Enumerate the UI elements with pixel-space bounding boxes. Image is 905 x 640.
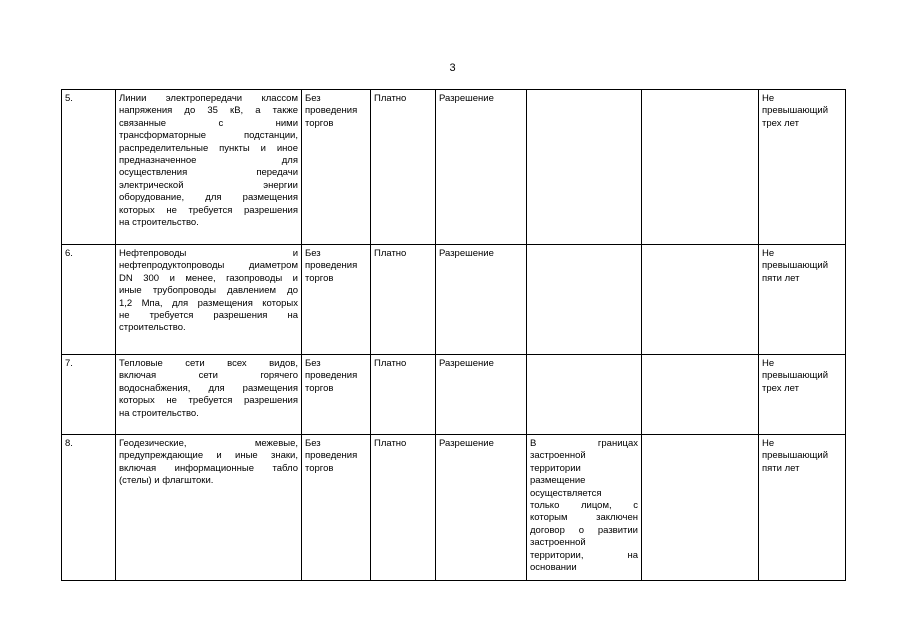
conditions-line: В границах [530, 438, 638, 449]
term-line: превышающий [762, 370, 829, 382]
term [759, 435, 846, 581]
description-line: иные трубопроводы давлением до [119, 285, 298, 297]
description-line: (стелы) и флагштоки. [119, 475, 214, 487]
term [759, 245, 846, 355]
document-type: Разрешение [436, 435, 527, 581]
conditions-line: только лицом, с [530, 500, 638, 512]
description-line: включая сети горячего [119, 370, 298, 382]
method-line: торгов [305, 272, 334, 284]
description-line: включая информационные табло [119, 462, 298, 474]
method-line: проведения [305, 105, 358, 117]
description-line: DN 300 и менее, газопроводы и [119, 272, 298, 284]
method-line: торгов [305, 382, 334, 394]
term [759, 355, 846, 435]
allocation-method [302, 355, 371, 435]
row-number: 5. [62, 90, 116, 245]
conditions-line: застроенной [530, 537, 586, 549]
extra-column [642, 435, 759, 581]
term-line: Не [762, 93, 775, 104]
method-line: Без [305, 358, 321, 369]
table-row [62, 435, 846, 581]
description-line: которых не требуется разрешения [119, 204, 298, 216]
description-line: строительство. [119, 322, 186, 334]
description-line: предназначенное для [119, 155, 298, 167]
description-line: Нефтепроводы и [119, 248, 298, 259]
term-line: пяти лет [762, 462, 800, 474]
conditions-line: территории, на [530, 549, 638, 561]
description-line: Линии электропередачи классом [119, 93, 298, 104]
extra-column [642, 90, 759, 245]
description-line: водоснабжения, для размещения [119, 382, 298, 394]
allocation-method [302, 245, 371, 355]
term-line: Не [762, 438, 775, 449]
payment-type: Платно [371, 355, 436, 435]
description-line: связанные с ними [119, 117, 298, 129]
extra-column [642, 245, 759, 355]
method-line: Без [305, 93, 321, 104]
method-line: Без [305, 438, 321, 449]
term [759, 90, 846, 245]
method-line: торгов [305, 117, 334, 129]
payment-type: Платно [371, 90, 436, 245]
term-line: превышающий [762, 260, 829, 272]
description-line: 1,2 Мпа, для размещения которых [119, 297, 298, 309]
method-line: проведения [305, 260, 358, 272]
conditions-line: территории [530, 462, 581, 474]
description-line: нефтепродуктопроводы диаметром [119, 260, 298, 272]
description-line: Тепловые сети всех видов, [119, 358, 298, 369]
document-type: Разрешение [436, 90, 527, 245]
row-number: 6. [62, 245, 116, 355]
description-line: не требуется разрешения на [119, 310, 298, 322]
allocation-method [302, 90, 371, 245]
table-row [62, 245, 846, 355]
conditions-line: которым заключен [530, 512, 638, 524]
page-number: 3 [449, 62, 456, 74]
method-line: проведения [305, 370, 358, 382]
table-row [62, 90, 846, 245]
conditions-line: размещение [530, 475, 586, 487]
placement-conditions [527, 355, 642, 435]
placement-conditions [527, 90, 642, 245]
row-number: 7. [62, 355, 116, 435]
conditions-line: осуществляется [530, 487, 602, 499]
placement-conditions [527, 245, 642, 355]
allocation-method [302, 435, 371, 581]
row-number: 8. [62, 435, 116, 581]
permits-table [61, 89, 846, 581]
table-body [62, 90, 846, 581]
description-line: напряжения до 35 кВ, а также [119, 105, 298, 117]
conditions-line: основании [530, 562, 577, 574]
description-line: которых не требуется разрешения [119, 395, 298, 407]
term-line: Не [762, 358, 775, 369]
description-line: на строительство. [119, 407, 199, 419]
description-line: Геодезические, межевые, [119, 438, 298, 449]
document-type: Разрешение [436, 245, 527, 355]
extra-column [642, 355, 759, 435]
conditions-line: застроенной [530, 450, 586, 462]
term-line: превышающий [762, 105, 829, 117]
description-line: предупреждающие и иные знаки, [119, 450, 298, 462]
description-line: электрической энергии [119, 179, 298, 191]
description-line: распределительные пункты и иное [119, 142, 298, 154]
payment-type: Платно [371, 435, 436, 581]
method-line: Без [305, 248, 321, 259]
term-line: превышающий [762, 450, 829, 462]
table-row [62, 355, 846, 435]
term-line: Не [762, 248, 775, 259]
payment-type: Платно [371, 245, 436, 355]
description-line: осуществления передачи [119, 167, 298, 179]
description-line: трансформаторные подстанции, [119, 130, 298, 142]
document-type: Разрешение [436, 355, 527, 435]
placement-conditions [527, 435, 642, 581]
object-description [116, 435, 302, 581]
term-line: трех лет [762, 382, 799, 394]
term-line: трех лет [762, 117, 799, 129]
term-line: пяти лет [762, 272, 800, 284]
conditions-line: договор о развитии [530, 524, 638, 536]
description-line: оборудование, для размещения [119, 192, 298, 204]
object-description [116, 90, 302, 245]
object-description [116, 245, 302, 355]
method-line: торгов [305, 462, 334, 474]
description-line: на строительство. [119, 217, 199, 229]
object-description [116, 355, 302, 435]
method-line: проведения [305, 450, 358, 462]
